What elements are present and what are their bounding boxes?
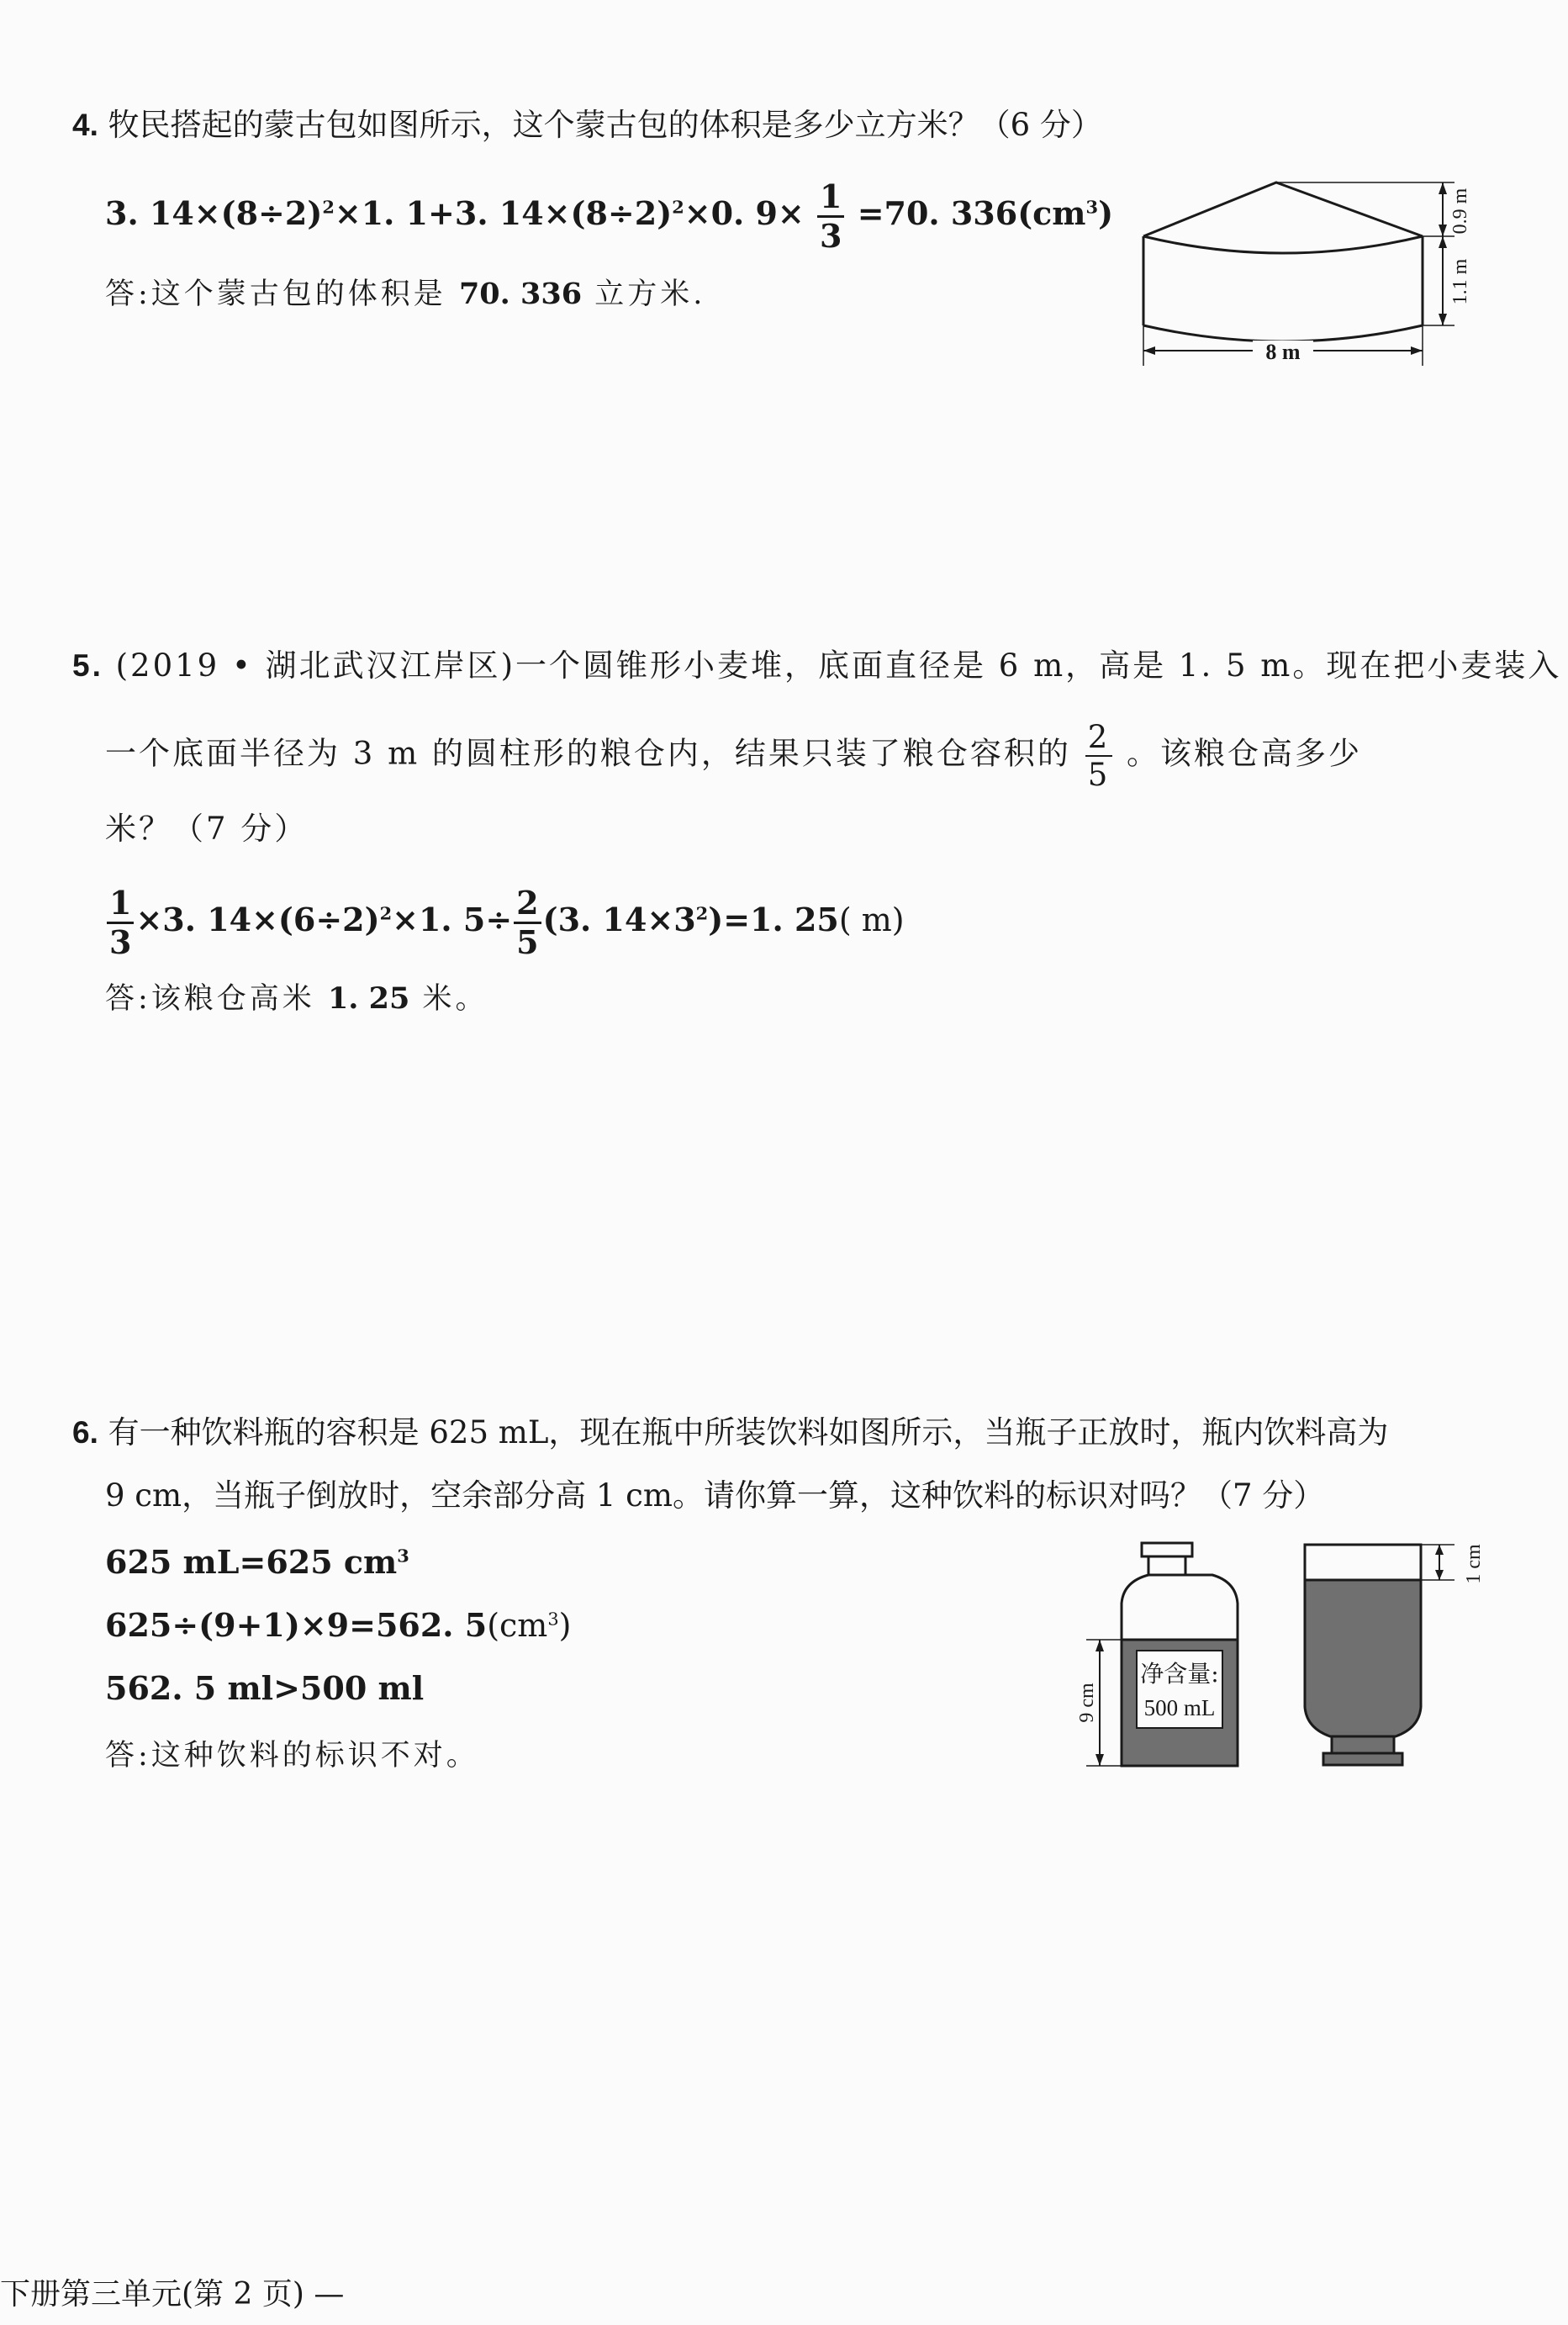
- q4-formula: [105, 177, 1114, 255]
- label-width: 8 m: [1265, 340, 1301, 364]
- label-empty-height: 1 cm: [1463, 1544, 1485, 1584]
- question-text: 有一种饮料瓶的容积是 625 mL，现在瓶中所装饮料如图所示，当瓶子正放时，瓶内饮料高为: [108, 1414, 1389, 1450]
- question-text: 牧民搭起的蒙古包如图所示，这个蒙古包的体积是多少立方米？（6 分）: [108, 107, 1102, 143]
- q6-step-2: 625÷(9+1)×9=562. $5(cm^3)$: [105, 1606, 572, 1644]
- answer-value: 1. 25: [327, 981, 410, 1016]
- question-5: [72, 646, 1561, 686]
- q4-answer: 答:这个蒙古包的体积是 70. 336 立方米.: [105, 277, 706, 311]
- page-footer: 下册第三单元(第 2 页) —: [0, 2277, 345, 2312]
- label-height-top: 0.9 m: [1449, 188, 1471, 235]
- q6-step-3: 562. 5 ml>500 ml: [105, 1669, 425, 1707]
- answer-value: 70. 336: [458, 277, 583, 311]
- fraction: $\frac{1}{3}$: [107, 887, 134, 959]
- question-5-line3: 米？（7 分）: [105, 811, 309, 847]
- q5-answer: 答:该粮仓高米 1. 25 米。: [105, 981, 488, 1016]
- question-5-line2: 一个底面半径为 3 m 的圆柱形的粮仓内，结果只装了粮仓容积的 $\frac{2}{5}$ 。该粮仓高多少: [105, 719, 1362, 793]
- question-6-line2: 9 cm，当瓶子倒放时，空余部分高 1 cm。请你算一算，这种饮料的标识对吗？（7 分）: [105, 1477, 1325, 1514]
- question-4: [72, 105, 1102, 145]
- exponent: 2: [695, 902, 709, 924]
- q6-answer: 答:这种饮料的标识不对。: [105, 1739, 479, 1773]
- formula-part: 3. 14×(8÷2): [105, 194, 323, 232]
- question-text: (2019 • 湖北武汉江岸区)一个圆锥形小麦堆，底面直径是 6 m，高是 1. 5 m。现在把小麦装入: [115, 647, 1562, 684]
- label-full-height: 9 cm: [1076, 1683, 1098, 1723]
- label-volume: 500 mL: [1143, 1695, 1216, 1720]
- exponent: 2: [322, 196, 335, 218]
- formula-part: ): [1098, 194, 1114, 232]
- fraction: $\frac{1}{3}$: [817, 181, 844, 252]
- exponent: 3: [547, 1609, 559, 1630]
- question-number: 5.: [72, 648, 103, 683]
- q6-step-1: 625 mL=625 $cm^3$: [105, 1543, 409, 1581]
- q5-formula: $\frac{1}{3}$ ×3. $14\times(6\div 2)^2\times 1$. 5÷ $\frac{2}{5}$ (3. $14\times 3^2)=1$. 25( m): [105, 887, 905, 959]
- question-number: 4.: [72, 108, 98, 142]
- formula-part: =70. 336(cm: [857, 194, 1086, 232]
- fraction: $\frac{2}{5}$: [1085, 721, 1113, 790]
- question-6: [72, 1413, 1388, 1453]
- exponent: 2: [379, 902, 393, 924]
- label-height-body: 1.1 m: [1449, 258, 1471, 305]
- label-net-content: 净含量:: [1140, 1660, 1219, 1688]
- formula-part: ×1. 1+3. 14×(8÷2): [334, 194, 673, 232]
- fraction: $\frac{2}{5}$: [514, 887, 541, 959]
- bottle-figure: [1068, 1535, 1497, 1774]
- exponent: 3: [397, 1545, 409, 1567]
- yurt-figure: [1127, 164, 1497, 383]
- formula-part: ×0. 9×: [684, 194, 805, 232]
- exponent: 2: [672, 196, 684, 218]
- question-number: 6.: [72, 1415, 98, 1450]
- exponent: 3: [1085, 196, 1099, 218]
